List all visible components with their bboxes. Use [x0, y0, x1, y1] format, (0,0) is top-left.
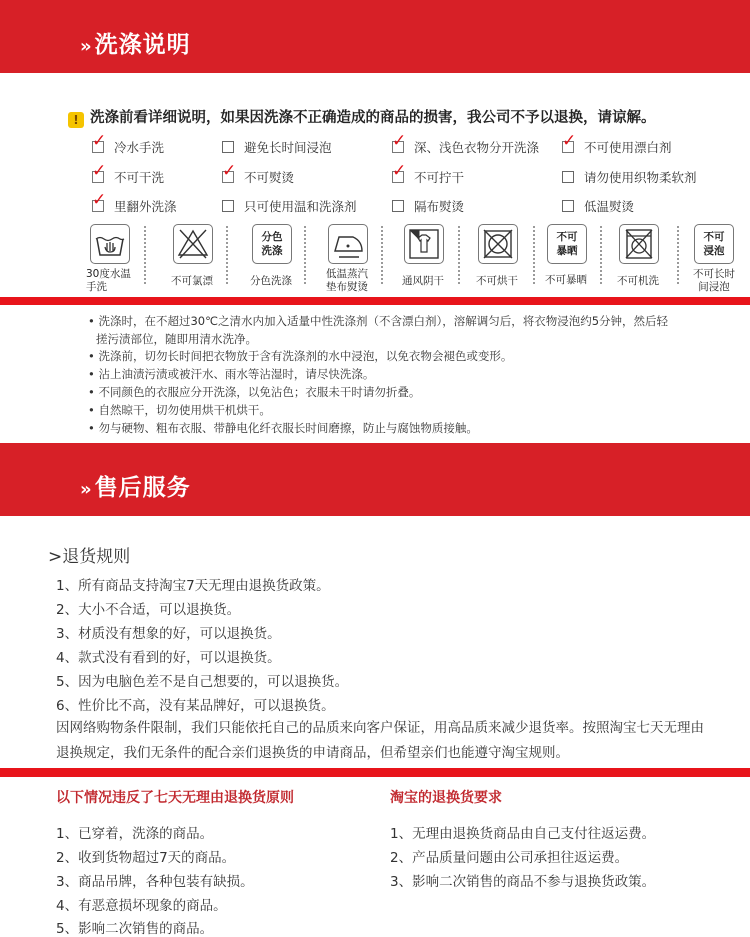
- wash-notice: ! 洗涤前看详细说明，如果因洗涤不正确造成的商品的损害，我公司不予以退换，请谅解。: [68, 106, 656, 128]
- return-policy-paragraph: 因网络购物条件限制，我们只能依托自己的品质来向客户保证，用高品质来减少退货率。按照淘宝七天无理由退换规定，我们无条件的配合亲们退换货的申请商品，但希望亲们也能遵守淘宝规则。: [56, 720, 704, 761]
- separator: [458, 226, 460, 284]
- care-line: • 自然晾干，切勿使用烘干机烘干。: [88, 403, 271, 417]
- option-no-wring: ✓ 不可拧干: [392, 168, 464, 186]
- symbol-label-hand-wash: 30度水温 手洗: [86, 268, 131, 293]
- symbol-label-no-sun: 不可暴晒: [545, 274, 587, 286]
- separator: [304, 226, 306, 284]
- option-separate-colors: ✓ 深、浅色衣物分开洗涤: [392, 138, 539, 156]
- rule-item: 2、大小不合适，可以退换货。: [56, 602, 241, 618]
- symbol-label-steam-iron: 低温蒸汽 垫布熨烫: [326, 268, 368, 293]
- rule-item: 5、因为电脑色差不是自己想要的，可以退换货。: [56, 674, 349, 690]
- symbol-label-separate: 分色洗涤: [250, 275, 292, 287]
- rule-item: 4、款式没有看到的好，可以退换货。: [56, 650, 281, 666]
- care-line: • 洗涤时，在不超过30℃之清水内加入适量中性洗涤剂（不含漂白剂），溶解调匀后，将衣物浸泡约5分钟，然后轻: [88, 314, 669, 328]
- separator: [533, 226, 535, 284]
- divider: [0, 297, 750, 305]
- option-no-iron: ✓ 不可熨烫: [222, 168, 294, 186]
- rule-item: 3、材质没有想象的好，可以退换货。: [56, 626, 281, 642]
- separator: [381, 226, 383, 284]
- checkbox: [92, 141, 104, 153]
- option-mild-detergent: 只可使用温和洗涤剂: [222, 197, 357, 215]
- checkbox: [222, 141, 234, 153]
- separator: [226, 226, 228, 284]
- symbol-label-no-machine-wash: 不可机洗: [617, 275, 659, 287]
- no-tumble-dry-icon: [478, 224, 518, 264]
- violation-item: 1、已穿着，洗涤的商品。: [56, 826, 214, 842]
- steam-iron-icon: [328, 224, 368, 264]
- separator: [144, 226, 146, 284]
- separate-wash-icon: 分色 洗涤: [252, 224, 292, 264]
- shade-dry-icon: [404, 224, 444, 264]
- checkbox: [92, 171, 104, 183]
- option-iron-with-cloth: 隔布熨烫: [392, 197, 464, 215]
- return-rules-heading: >退货规则: [48, 547, 131, 567]
- option-no-bleach: ✓ 不可使用漂白剂: [562, 138, 672, 156]
- checkbox: [562, 141, 574, 153]
- checkbox: [222, 171, 234, 183]
- symbol-label-no-soak: 不可长时 间浸泡: [693, 268, 735, 293]
- divider: [0, 768, 750, 777]
- no-machine-wash-icon: [619, 224, 659, 264]
- requirement-item: 1、无理由退换货商品由自己支付往返运费。: [390, 826, 656, 842]
- care-line: • 不同颜色的衣服应分开洗涤，以免沾色；衣服未干时请勿折叠。: [88, 385, 421, 399]
- violation-item: 4、有恶意损坏现象的商品。: [56, 898, 227, 914]
- service-banner: [0, 443, 750, 516]
- option-no-softener: 请勿使用织物柔软剂: [562, 168, 697, 186]
- separator: [677, 226, 679, 284]
- wash-heading: »洗涤说明: [80, 32, 191, 58]
- rule-item: 6、性价比不高，没有某品牌好，可以退换货。: [56, 698, 335, 714]
- checkbox: [562, 200, 574, 212]
- option-cold-hand-wash: ✓冷水手洗: [92, 138, 164, 156]
- option-avoid-soak: 避免长时间浸泡: [222, 138, 332, 156]
- option-no-dry-clean: ✓不可干洗: [92, 168, 164, 186]
- violation-item: 2、收到货物超过7天的商品。: [56, 850, 236, 866]
- symbol-label-no-bleach: 不可氯漂: [171, 275, 213, 287]
- care-line: 搓污渍部位，随即用清水洗净。: [96, 332, 257, 346]
- no-sun-icon: 不可 暴晒: [547, 224, 587, 264]
- hand-wash-icon: [90, 224, 130, 264]
- wash-banner: [0, 0, 750, 73]
- taobao-requirements-heading: 淘宝的退换货要求: [390, 790, 502, 806]
- rule-item: 1、所有商品支持淘宝7天无理由退换货政策。: [56, 578, 330, 594]
- violation-heading: 以下情况违反了七天无理由退换货原则: [56, 790, 294, 806]
- violation-item: 3、商品吊牌，各种包装有缺损。: [56, 874, 254, 890]
- care-line: • 勿与硬物、粗布衣服、带静电化纤衣服长时间磨擦，防止与腐蚀物质接触。: [88, 421, 478, 435]
- symbol-label-shade-dry: 通风阴干: [402, 275, 444, 287]
- requirement-item: 2、产品质量问题由公司承担往返运费。: [390, 850, 629, 866]
- separator: [600, 226, 602, 284]
- checkbox: [562, 171, 574, 183]
- checkbox: [392, 141, 404, 153]
- requirement-item: 3、影响二次销售的商品不参与退换货政策。: [390, 874, 656, 890]
- no-soak-icon: 不可 浸泡: [694, 224, 734, 264]
- checkbox: [392, 171, 404, 183]
- checkbox: [92, 200, 104, 212]
- checkbox: [392, 200, 404, 212]
- warning-icon: !: [68, 112, 84, 128]
- option-low-temp-iron: 低温熨烫: [562, 197, 634, 215]
- care-line: • 沾上油渍污渍或被汗水、雨水等沾湿时，请尽快洗涤。: [88, 367, 375, 381]
- no-bleach-icon: [173, 224, 213, 264]
- service-heading: »售后服务: [80, 475, 191, 501]
- care-line: • 洗涤前，切勿长时间把衣物放于含有洗涤剂的水中浸泡，以免衣物会褪色或变形。: [88, 349, 513, 363]
- symbol-label-no-tumble-dry: 不可烘干: [476, 275, 518, 287]
- violation-item: 5、影响二次销售的商品。: [56, 921, 214, 937]
- checkbox: [222, 200, 234, 212]
- option-inside-out: ✓里翻外洗涤: [92, 197, 177, 215]
